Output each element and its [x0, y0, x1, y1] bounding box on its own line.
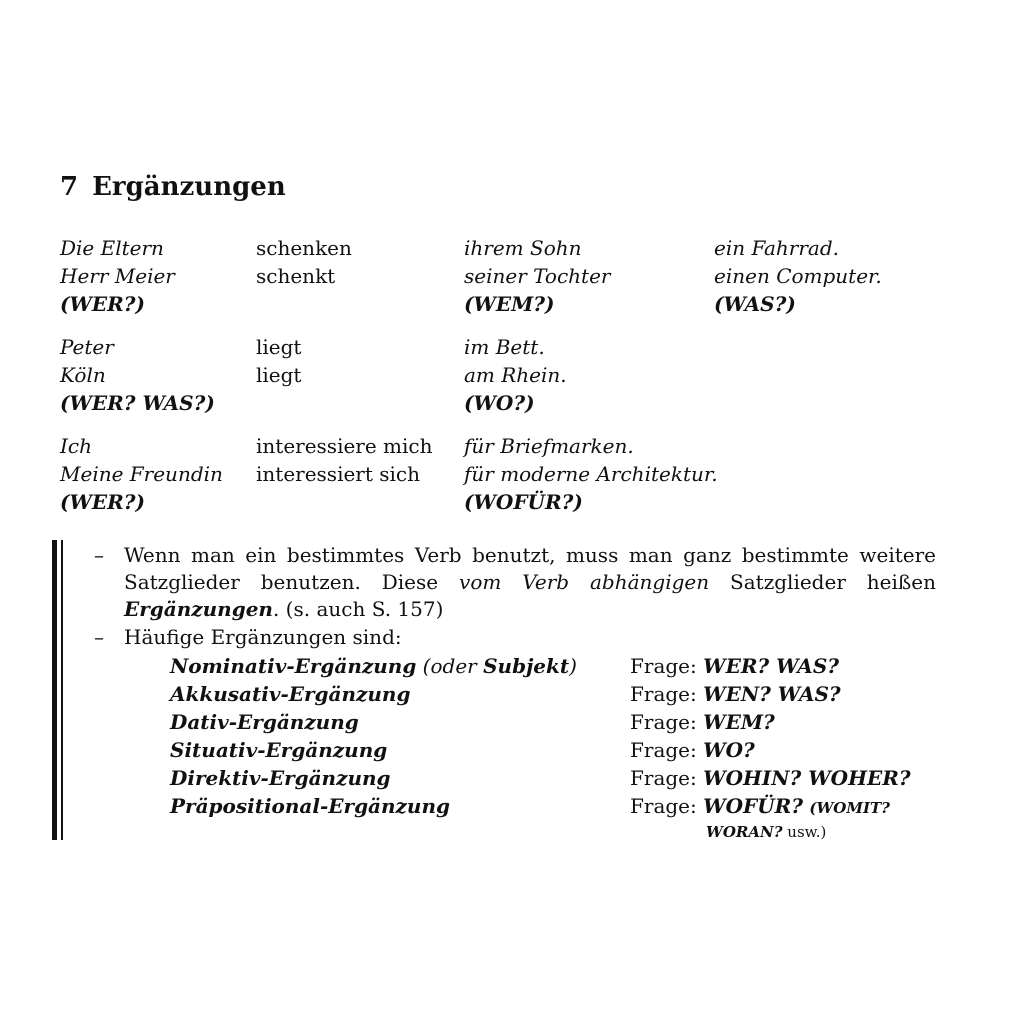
text-segment: Wenn man ein bestimmtes Verb benutzt, muss man ganz bestimmte weitere Satzglieder benutzen. Diese [124, 543, 936, 594]
margin-bar [52, 540, 57, 840]
frage-value: WORAN? [706, 823, 783, 841]
text-segment: Satzglieder heißen [709, 570, 936, 594]
verb-cell: schenken [256, 236, 352, 260]
frage-label: Frage: [630, 794, 704, 818]
complement-cell: ein Fahrrad. [714, 236, 839, 260]
example-group [60, 333, 914, 417]
example-row [60, 432, 914, 460]
list-item [170, 680, 911, 708]
text-segment: ) [569, 654, 577, 678]
term-text: Ergänzungen [124, 597, 273, 621]
bullet-list-intro [94, 624, 936, 651]
complement-cell: ihrem Sohn [464, 236, 582, 260]
verb-cell: interessiere mich [256, 434, 433, 458]
emphasis-text: vom Verb abhängigen [459, 570, 710, 594]
question-label: (WAS?) [714, 292, 796, 316]
complement-cell: für moderne Architektur. [464, 462, 718, 486]
term-text: Subjekt [483, 654, 570, 678]
verb-cell: liegt [256, 335, 302, 359]
example-row [60, 262, 914, 290]
spacer [170, 820, 706, 844]
frage-value: WOHIN? WOHER? [703, 766, 911, 790]
example-group [60, 234, 914, 318]
question-label [256, 290, 464, 318]
complement-cell: seiner Tochter [464, 264, 611, 288]
frage-value: WOFÜR? [703, 794, 803, 818]
question-label: (WOFÜR?) [464, 490, 583, 514]
text-segment: usw.) [782, 823, 827, 841]
text-segment: Häufige Ergänzungen sind: [124, 625, 402, 649]
question-label [714, 488, 914, 516]
complement-cell: für Briefmarken. [464, 434, 634, 458]
subject-cell: Köln [60, 363, 106, 387]
frage-label: Frage: [630, 654, 704, 678]
example-row [60, 361, 914, 389]
list-item [170, 652, 911, 680]
list-item [170, 764, 911, 792]
list-item [170, 792, 911, 820]
question-row [60, 488, 914, 516]
erganzung-name [170, 652, 630, 680]
list-item [170, 708, 911, 736]
verb-cell: interessiert sich [256, 462, 421, 486]
complement-cell [714, 333, 914, 361]
question-label: (WEM?) [464, 292, 555, 316]
erganzung-name: Präpositional-Ergänzung [170, 794, 450, 818]
question-label [256, 389, 464, 417]
extra-questions [809, 799, 890, 817]
example-row [60, 460, 914, 488]
subject-cell: Herr Meier [60, 264, 175, 288]
verb-cell: liegt [256, 363, 302, 387]
frage [630, 652, 839, 680]
margin-bar [61, 540, 63, 840]
bullet-dash: – [94, 625, 104, 649]
frage-label: Frage: [630, 682, 704, 706]
complement-cell: im Bett. [464, 335, 545, 359]
example-group [60, 432, 914, 516]
bullet-dash: – [94, 543, 104, 567]
complement-cell [714, 361, 914, 389]
list-item [170, 736, 911, 764]
question-label: (WO?) [464, 391, 535, 415]
frage-value: WEN? WAS? [703, 682, 841, 706]
text-segment: . (s. auch S. 157) [272, 597, 444, 621]
frage [630, 680, 841, 708]
frage-value: WER? WAS? [703, 654, 839, 678]
question-label: (WER?) [60, 490, 145, 514]
example-sentences [60, 234, 914, 531]
term-text: Nominativ-Ergänzung [170, 654, 417, 678]
example-row [60, 333, 914, 361]
bullet-explanation [94, 542, 936, 623]
complement-cell [714, 432, 914, 460]
frage-label: Frage: [630, 710, 704, 734]
frage-label: Frage: [630, 738, 704, 762]
frage-label: Frage: [630, 766, 704, 790]
subject-cell: Peter [60, 335, 114, 359]
frage [630, 764, 911, 792]
rule-box [52, 540, 942, 840]
question-label [256, 488, 464, 516]
section-number: 7 [60, 172, 79, 202]
erganzung-name: Direktiv-Ergänzung [170, 766, 391, 790]
frage-value: WO? [703, 738, 755, 762]
subject-cell: Meine Freundin [60, 462, 223, 486]
question-row [60, 389, 914, 417]
complement-cell: einen Computer. [714, 264, 882, 288]
subject-cell: Ich [60, 434, 92, 458]
erganzung-name: Situativ-Ergänzung [170, 738, 388, 762]
list-item-continuation [170, 820, 911, 844]
frage [630, 792, 890, 820]
section-heading [60, 172, 286, 202]
question-label: (WER?) [60, 292, 145, 316]
text-segment: (oder [416, 654, 484, 678]
subject-cell: Die Eltern [60, 236, 164, 260]
section-title: Ergänzungen [92, 172, 286, 202]
question-label [714, 389, 914, 417]
complement-cell [714, 460, 914, 488]
frage [630, 736, 755, 764]
erganzung-name: Dativ-Ergänzung [170, 710, 359, 734]
example-row [60, 234, 914, 262]
question-row [60, 290, 914, 318]
erganzungen-list [170, 652, 911, 844]
frage-value: WEM? [703, 710, 775, 734]
complement-cell: am Rhein. [464, 363, 567, 387]
verb-cell: schenkt [256, 264, 336, 288]
frage-value: (WOMIT? [809, 799, 890, 817]
erganzung-name: Akkusativ-Ergänzung [170, 682, 411, 706]
question-label: (WER? WAS?) [60, 391, 215, 415]
frage [630, 708, 775, 736]
extra-questions [706, 820, 826, 844]
